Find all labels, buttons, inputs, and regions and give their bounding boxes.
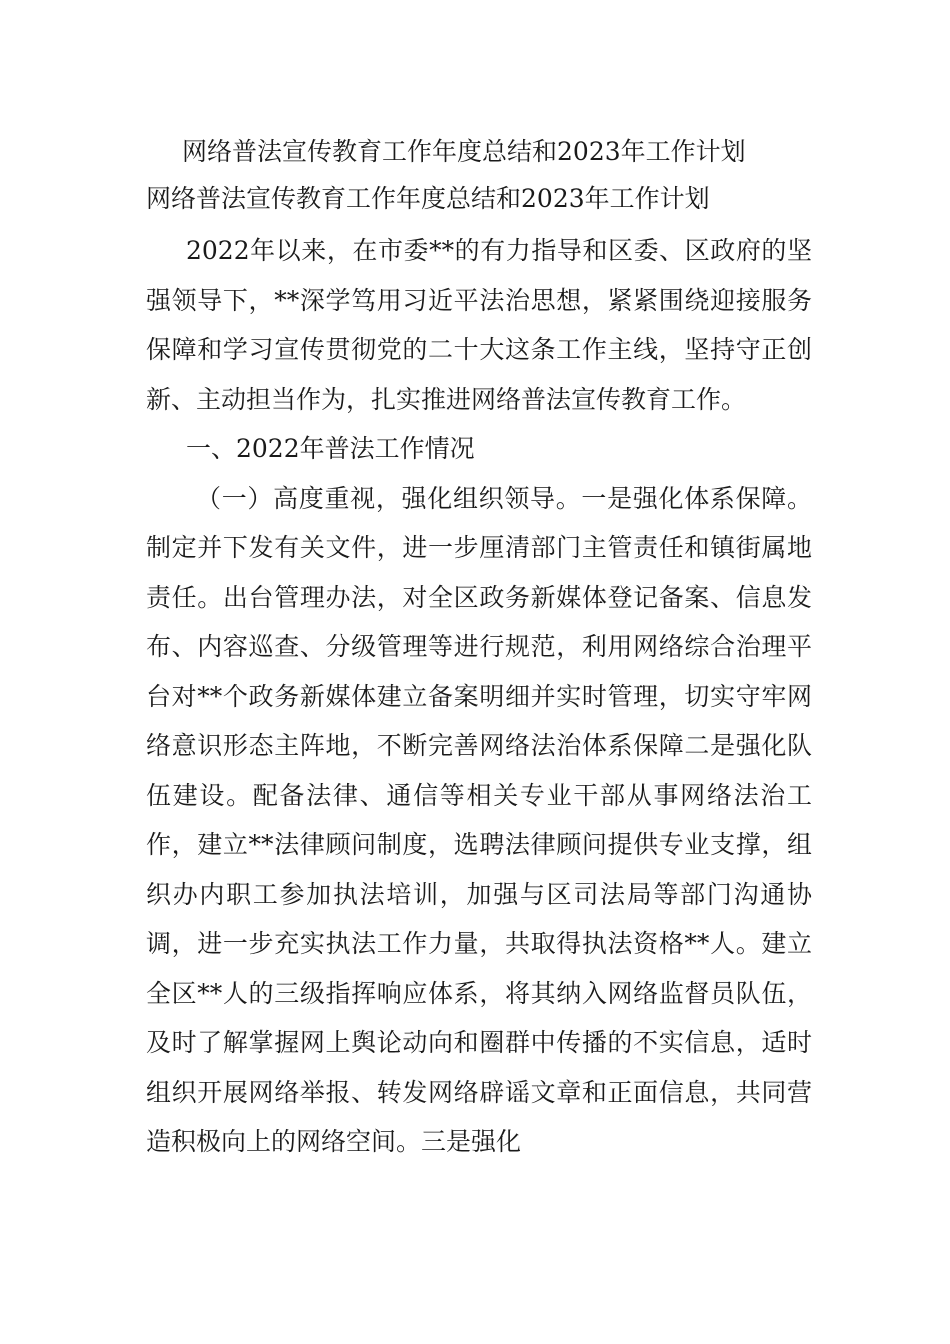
- document-title: 网络普法宣传教育工作年度总结和2023年工作计划: [182, 137, 746, 166]
- section-paragraph: （一）高度重视，强化组织领导。一是强化体系保障。制定并下发有关文件，进一步厘清部门主管责任和镇街属地责任。出台管理办法，对全区政务新媒体登记备案、信息发布、内容巡查、分级管理等进行规范，利用网络综合治理平台对**个政务新媒体建立备案明细并实时管理，切实守牢网络意识形态主阵地，不断完善网络法治体系保障二是强化队伍建设。配备法律、通信等相关专业干部从事网络法治工作，建立**法律顾问制度，选聘法律顾问提供专业支撑，组织办内职工参加执法培训，加强与区司法局等部门沟通协调，进一步充实执法工作力量，共取得执法资格**人。建立全区**人的三级指挥响应体系，将其纳入网络监督员队伍，及时了解掌握网上舆论动向和圈群中传播的不实信息，适时组织开展网络举报、转发网络辟谣文章和正面信息，共同营造积极向上的网络空间。三是强化: [146, 483, 812, 1156]
- document-body: [146, 128, 812, 1167]
- section-heading: 一、2022年普法工作情况: [186, 434, 475, 463]
- document-subtitle: 网络普法宣传教育工作年度总结和2023年工作计划: [146, 184, 710, 213]
- intro-paragraph: 2022年以来，在市委**的有力指导和区委、区政府的坚强领导下，**深学笃用习近平法治思想，紧紧围绕迎接服务保障和学习宣传贯彻党的二十大这条工作主线，坚持守正创新、主动担当作为，扎实推进网络普法宣传教育工作。: [146, 236, 812, 414]
